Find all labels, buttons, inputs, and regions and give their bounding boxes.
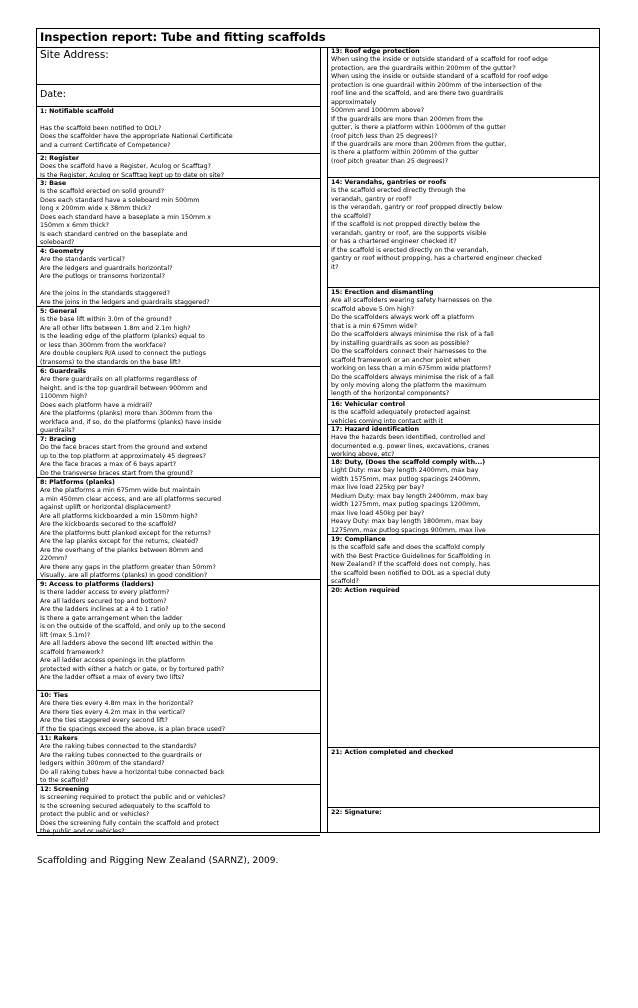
section-heading: 21: Action completed and checked: [331, 749, 454, 756]
section-line: 1275mm, max putlog spacings 900mm, max live: [331, 526, 486, 534]
section-line: roof line and the scaffold, and are there two guardrails: [331, 90, 504, 98]
section-line: Are all ladders above the second lift erected within the: [40, 640, 213, 648]
section-line: Is screening required to protect the public and or vehicles?: [40, 794, 226, 802]
section-line: Are the ledgers and guardrails horizontal?: [40, 264, 173, 272]
section-line: Are the joins in the ledgers and guardrails staggered?: [40, 298, 210, 306]
section-line: Does each standard have a baseplate a min 150mm x: [40, 213, 211, 221]
report-title: Inspection report: Tube and fitting scaffolds: [37, 29, 599, 48]
left-column: [37, 47, 321, 836]
section-line: Is the scaffold erected on solid ground?: [40, 188, 165, 196]
section-line: the scaffold been notified to DOL as a special duty: [331, 569, 491, 577]
section-line: Are the raking tubes connected to the guardrails or: [40, 751, 203, 759]
section-line: 500mm and 1000mm above?: [331, 107, 425, 115]
right-section-8: [328, 586, 599, 748]
section-heading: 10: Ties: [40, 692, 68, 699]
right-section-5: [328, 425, 599, 458]
section-line: verandah, gantry or roof, are the supports visible: [331, 229, 487, 237]
section-line: the public and or vehicles?: [40, 828, 125, 836]
section-line: Is the Register, Aculog or Scafftag kept up to date on site?: [40, 171, 224, 179]
section-heading: 2: Register: [40, 155, 80, 162]
left-section-11: [37, 734, 320, 785]
section-line: protect the public and or vehicles?: [40, 811, 150, 819]
section-line: When using the inside or outside standard of a scaffold for roof edge: [331, 56, 548, 64]
section-line: (roof pitch greater than 25 degrees)?: [331, 157, 449, 165]
section-line: Does the screening fully contain the scaffold and protect: [40, 819, 219, 827]
left-sections: [37, 107, 320, 836]
section-line: Do the scaffolders always minimise the risk of a fall: [331, 373, 494, 381]
section-heading: 9: Access to platforms (ladders): [40, 581, 154, 588]
section-heading: 3: Base: [40, 180, 67, 187]
section-heading: 16: Vehicular control: [331, 401, 405, 408]
section-line: Is there a gate arrangement when the ladder: [40, 614, 183, 622]
section-line: Does the scaffold have a Register, Aculog or Scafftag?: [40, 163, 211, 171]
section-line: lift (max 5.1m)?: [40, 631, 91, 639]
section-line: gutter, is there a platform within 1000mm of the gutter: [331, 124, 506, 132]
section-line: Is the leading edge of the platform (planks) equal to: [40, 333, 205, 341]
section-line: If the guardrails are more than 200mm from the gutter,: [331, 140, 507, 148]
section-line: Do the scaffolders always work off a platform: [331, 314, 474, 322]
section-line: New Zealand? If the scaffold does not comply, has: [331, 561, 491, 569]
section-line: workface and, if so, do the platforms (planks) have inside: [40, 418, 222, 426]
section-line: scaffold framework?: [40, 648, 104, 656]
section-line: 150mm x 6mm thick?: [40, 222, 109, 230]
right-section-10: [328, 808, 599, 1008]
section-line: max live load 450kg per bay?: [331, 509, 425, 517]
section-heading: 14: Verandahs, gantries or roofs: [331, 179, 447, 186]
section-line: Does the scaffolder have the appropriate National Certificate: [40, 133, 233, 141]
date-field[interactable]: [37, 85, 320, 107]
section-line: [40, 116, 317, 124]
section-line: protection is one guardrail within 200mm of the intersection of the: [331, 81, 542, 89]
section-line: verandah, gantry or roof?: [331, 195, 412, 203]
section-line: Are the platforms (planks) more than 300mm from the: [40, 410, 213, 418]
section-line: width 1275mm, max putlog spacings 1200mm,: [331, 501, 481, 509]
right-sections: [328, 47, 599, 1008]
right-section-7: [328, 535, 599, 586]
section-line: by installing guardrails as soon as possible?: [331, 339, 470, 347]
left-section-1: [37, 107, 320, 154]
left-section-12: [37, 785, 320, 836]
section-line: soleboard?: [40, 239, 75, 247]
section-line: Have the hazards been identified, controlled and: [331, 434, 486, 442]
site-address-field[interactable]: [37, 47, 320, 85]
section-line: that is a min 675mm wide?: [331, 322, 417, 330]
section-line: Is there ladder access to every platform?: [40, 589, 170, 597]
section-line: a min 450mm clear access, and are all platforms secured: [40, 495, 222, 503]
left-section-6: [37, 367, 320, 435]
section-heading: 11: Rakers: [40, 735, 78, 742]
left-section-8: [37, 478, 320, 580]
section-line: ledgers within 300mm of the standard?: [40, 760, 165, 768]
section-line: Are all other lifts between 1.8m and 2.1m high?: [40, 324, 191, 332]
section-line: it?: [331, 263, 339, 271]
section-line: Does each platform have a midrail?: [40, 401, 153, 409]
section-heading: 7: Bracing: [40, 436, 77, 443]
section-heading: 20: Action required: [331, 587, 400, 594]
section-line: Are the platforms butt planked except for the returns?: [40, 529, 211, 537]
section-line: up to the top platform at approximately 45 degrees?: [40, 452, 207, 460]
section-heading: 4: Geometry: [40, 248, 84, 255]
section-line: Are there ties every 4.2m max in the vertical?: [40, 708, 186, 716]
section-line: Are all scaffolders wearing safety harnesses on the: [331, 297, 493, 305]
left-section-10: [37, 691, 320, 734]
section-line: Are the ladders inclines at a 4 to 1 ratio?: [40, 606, 169, 614]
section-line: Is each standard centred on the baseplate and: [40, 230, 188, 238]
section-line: gantry or roof without propping, has a chartered engineer checked: [331, 255, 542, 263]
section-line: documented e.g. power lines, excavations, cranes: [331, 442, 490, 450]
section-line: Are there ties every 4.8m max in the horizontal?: [40, 700, 194, 708]
section-line: Are there any gaps in the platform greater than 50mm?: [40, 563, 216, 571]
section-heading: 22: Signature:: [331, 809, 382, 816]
section-line: Are the ties staggered every second lift?: [40, 717, 168, 725]
section-line: [40, 282, 317, 290]
section-line: Are the standards vertical?: [40, 256, 126, 264]
section-line: length of the horizontal components?: [331, 390, 450, 398]
section-line: guardrails?: [40, 427, 75, 435]
section-line: scaffold framework or an anchor point when: [331, 356, 471, 364]
section-line: If the tie spacings exceed the above, is a plan brace used?: [40, 725, 226, 733]
section-line: Do the scaffolders connect their harnesses to the: [331, 348, 487, 356]
section-heading: 13: Roof edge protection: [331, 48, 420, 55]
section-line: working above, etc?: [331, 451, 395, 458]
section-line: Are all platforms kickboarded a min 150mm high?: [40, 512, 198, 520]
section-heading: 17: Hazard identification: [331, 426, 419, 433]
section-line: Are the face braces a max of 6 bays apart?: [40, 461, 177, 469]
section-line: 1100mm high?: [40, 393, 88, 401]
left-section-3: [37, 179, 320, 247]
section-line: Do the transverse braces start from the ground?: [40, 469, 193, 477]
section-line: Is the scaffold safe and does the scaffold comply: [331, 544, 485, 552]
left-section-4: [37, 247, 320, 307]
section-line: Are the putlogs or transoms horizontal?: [40, 273, 165, 281]
section-line: When using the inside or outside standard of a scaffold for roof edge: [331, 73, 548, 81]
section-heading: 5: General: [40, 308, 77, 315]
left-section-2: [37, 154, 320, 179]
section-heading: 15: Erection and dismantling: [331, 289, 434, 296]
section-line: is on the outside of the scaffold, and only up to the second: [40, 623, 226, 631]
section-line: Has the scaffold been notified to DOL?: [40, 124, 162, 132]
section-line: Visually, are all platforms (planks) in good condition?: [40, 571, 208, 579]
section-line: Are the raking tubes connected to the standards?: [40, 743, 197, 751]
right-column: [327, 47, 599, 832]
section-line: Are the joins in the standards staggered?: [40, 290, 171, 298]
section-line: or has a chartered engineer checked it?: [331, 238, 457, 246]
section-line: Is the verandah, gantry or roof propped directly below: [331, 204, 503, 212]
right-section-1: [328, 47, 599, 178]
section-line: (roof pitch less than 25 degrees)?: [331, 132, 438, 140]
section-line: Are there guardrails on all platforms regardless of: [40, 376, 197, 384]
section-line: Heavy Duty: max bay length 1800mm, max bay: [331, 518, 483, 526]
section-line: long x 200mm wide x 38mm thick?: [40, 205, 152, 213]
section-line: Is the screening secured adequately to the scaffold to: [40, 802, 210, 810]
section-line: Is the base lift within 3.0m of the ground?: [40, 316, 172, 324]
section-line: (transoms) to the standards on the base lift?: [40, 358, 181, 366]
site-address-label: Site Address:: [40, 49, 109, 61]
section-line: and a current Certificate of Competence?: [40, 141, 171, 149]
section-line: Medium Duty: max bay length 2400mm, max bay: [331, 492, 488, 500]
section-line: Are all ladder access openings in the platform: [40, 657, 185, 665]
section-heading: 8: Platforms (planks): [40, 479, 115, 486]
section-heading: 1: Notifiable scaffold: [40, 108, 114, 115]
left-section-7: [37, 435, 320, 478]
section-line: the scaffold?: [331, 212, 372, 220]
section-line: max live load 225kg per bay?: [331, 484, 425, 492]
section-line: If the scaffold is erected directly on the verandah,: [331, 246, 489, 254]
section-line: 220mm?: [40, 555, 68, 563]
section-line: or less than 300mm from the workface?: [40, 341, 167, 349]
left-section-9: [37, 580, 320, 691]
section-line: Do all raking tubes have a horizontal tube connected back: [40, 768, 225, 776]
section-line: height, and is the top guardrail between 900mm and: [40, 384, 208, 392]
right-section-6: [328, 458, 599, 535]
section-line: approximately: [331, 98, 377, 106]
section-line: is there a platform within 200mm of the gutter: [331, 149, 479, 157]
section-line: scaffold?: [331, 578, 359, 586]
left-section-5: [37, 307, 320, 367]
section-line: Are the overhang of the planks between 80mm and: [40, 546, 204, 554]
section-line: Is the scaffold adequately protected against: [331, 409, 471, 417]
section-line: Are the lap planks except for the returns, cleated?: [40, 538, 199, 546]
section-line: Are the ladder offset a max of every two lifts?: [40, 673, 185, 681]
section-line: Are all ladders secured top and bottom?: [40, 597, 167, 605]
right-section-9: [328, 748, 599, 808]
date-label: Date:: [40, 89, 66, 100]
section-line: Does each standard have a soleboard min 500mm: [40, 196, 200, 204]
section-line: [40, 682, 317, 690]
section-line: by only moving along the platform the maximum: [331, 381, 487, 389]
section-line: Is the scaffold erected directly through the: [331, 187, 466, 195]
section-line: to the scaffold?: [40, 777, 89, 785]
section-line: Light Duty: max bay length 2400mm, max bay: [331, 467, 479, 475]
right-section-4: [328, 400, 599, 425]
section-line: protection, are the guardrails within 200mm of the gutter?: [331, 64, 516, 72]
section-heading: 6: Guardrails: [40, 368, 87, 375]
section-line: If the scaffold is not propped directly below the: [331, 221, 480, 229]
section-line: width 1575mm, max putlog spacings 2400mm,: [331, 475, 481, 483]
section-heading: 12: Screening: [40, 786, 90, 793]
section-line: Are the kickboards secured to the scaffold?: [40, 521, 177, 529]
section-line: Do the scaffolders always minimise the risk of a fall: [331, 331, 494, 339]
right-section-3: [328, 288, 599, 400]
section-heading: 19: Compliance: [331, 536, 386, 543]
section-heading: 18: Duty, (Does the scaffold comply with...): [331, 459, 486, 466]
section-line: working on less than a min 675mm wide platform?: [331, 365, 492, 373]
footer-credit: Scaffolding and Rigging New Zealand (SARNZ), 2009.: [37, 856, 279, 866]
section-line: Are the platforms a min 675mm wide but maintain: [40, 487, 201, 495]
form-columns: [37, 47, 599, 836]
section-line: vehicles coming into contact with it: [331, 417, 444, 425]
section-line: If the guardrails are more than 200mm from the: [331, 115, 484, 123]
section-line: with the Best Practice Guidelines for Scaffolding in: [331, 552, 491, 560]
section-line: scaffold above 5.0m high?: [331, 305, 415, 313]
section-line: Do the face braces start from the ground and extend: [40, 444, 208, 452]
inspection-report-form: [36, 28, 600, 836]
right-section-2: [328, 178, 599, 288]
section-line: against uplift or horizontal displacement?: [40, 504, 171, 512]
section-line: protected with either a hatch or gate, or by tortured path?: [40, 665, 225, 673]
section-line: Are double couplers R/A used to connect the putlogs: [40, 350, 206, 358]
